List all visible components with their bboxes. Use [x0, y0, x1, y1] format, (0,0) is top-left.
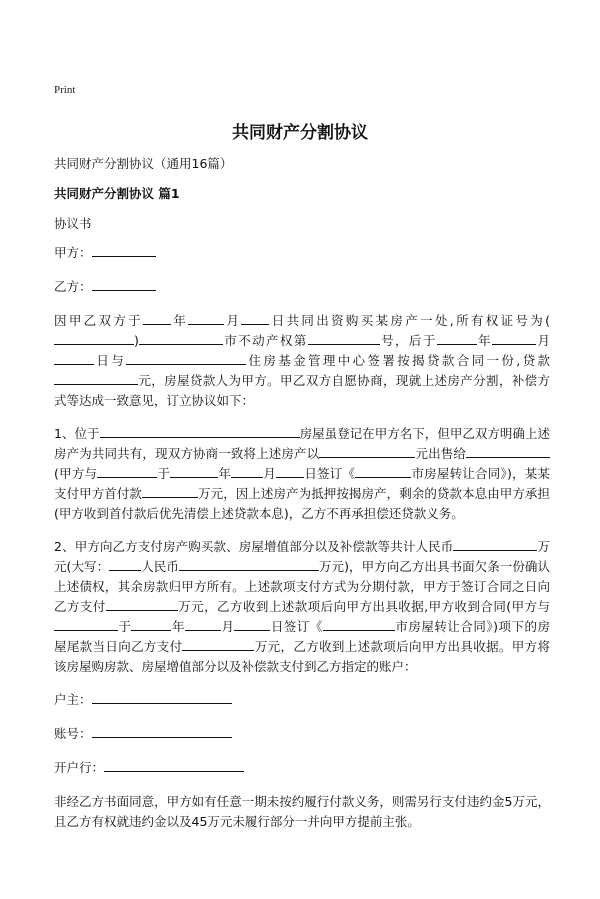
blank-line	[492, 331, 536, 345]
paragraph-sale	[54, 424, 550, 524]
text-segment: 万元，因上述房产为抵押按揭房产，剩余的贷款本息由甲方承担(甲方收到首付款后优先清偿上述贷款本息)，乙方不再承担偿还贷款义务。	[54, 486, 550, 521]
blank-line	[323, 617, 395, 631]
blank-line	[234, 617, 270, 631]
text-segment: 万元(大写：	[54, 539, 550, 574]
blank-line	[276, 464, 304, 478]
blank-line	[182, 637, 254, 651]
blank-line	[104, 758, 244, 772]
blank-line	[466, 444, 550, 458]
blank-line	[453, 537, 537, 551]
bank-field	[54, 758, 550, 778]
blank-line	[100, 424, 300, 438]
text-segment: 月	[263, 466, 277, 481]
text-segment: 日与	[94, 353, 127, 368]
blank-line	[106, 597, 178, 611]
text-segment: 月	[224, 313, 242, 328]
text-segment: 月	[220, 619, 235, 634]
text-segment: 市房屋转让合同》)项下的房屋尾款当日向乙方支付	[54, 619, 550, 654]
text-segment: 元，房屋贷款人为甲方。甲乙双方自愿协商，现就上述房产分割，补偿方式等达成一致意见，订立协议如下：	[54, 373, 550, 408]
print-label: Print	[54, 84, 76, 96]
blank-line	[109, 557, 141, 571]
blank-line	[142, 484, 198, 498]
blank-line	[308, 331, 380, 345]
blank-line	[126, 351, 246, 365]
blank-line	[188, 311, 224, 325]
blank-line	[319, 444, 415, 458]
blank-line	[54, 371, 138, 385]
section-title: 共同财产分割协议 篇1	[54, 186, 180, 201]
text-segment: (甲方与	[54, 466, 98, 481]
blank-line	[92, 243, 156, 257]
party-b-field	[54, 277, 550, 297]
text-segment: )	[134, 333, 139, 348]
document-body	[54, 154, 550, 845]
document-title: 共同财产分割协议	[232, 123, 368, 143]
text-segment: 于	[157, 466, 171, 481]
text-segment: 房屋虽登记在甲方名下，但甲乙双方明确上述房产为共同共有，现双方协商一致将上述房产以	[54, 426, 550, 461]
text-segment: 2、甲方向乙方支付房产购买款、房屋增值部分以及补偿款等共计人民币	[54, 539, 454, 554]
text-segment: 年	[476, 333, 493, 348]
paragraph-default: 非经乙方书面同意，甲方如有任意一期未按约履行付款义务，则需另行支付违约金5万元，且乙方有权就违约金以及45万元未履行部分一并向甲方提前主张。	[54, 794, 550, 829]
text-segment: 日签订《	[304, 466, 356, 481]
text-segment: 万元，乙方收到上述款项后向甲方出具收据。甲方将该房屋购房款、房屋增值部分以及补偿款支付到乙方指定的账户：	[54, 639, 550, 674]
party-a-label: 甲方：	[54, 245, 92, 260]
text-segment: 住房基金管理中心签署按揭贷款合同一份,贷款	[246, 353, 550, 368]
account-holder-label: 户主：	[54, 692, 92, 707]
text-segment: 年	[171, 619, 185, 634]
blank-line	[131, 617, 171, 631]
blank-line	[54, 351, 94, 365]
text-segment: 元出售给	[415, 446, 466, 461]
account-number-label: 账号：	[54, 726, 92, 741]
text-segment: 万元)，甲方向乙方出具书面欠条一份确认上述债权，其余房款归甲方所有。上述款项支付方式为分期付款，甲方于签订合同之日向乙方支付	[54, 559, 550, 614]
text-segment: 万元，乙方收到上述款项后向甲方出具收据,甲方收到合同(甲方与	[177, 599, 550, 614]
text-segment: 1、位于	[54, 426, 100, 441]
text-segment: 年	[218, 466, 232, 481]
party-a-field	[54, 243, 550, 263]
blank-line	[179, 557, 319, 571]
blank-line	[170, 464, 218, 478]
blank-line	[139, 331, 223, 345]
text-segment: 年	[171, 313, 189, 328]
blank-line	[54, 331, 134, 345]
blank-line	[54, 617, 118, 631]
blank-line	[92, 724, 232, 738]
text-segment: 于	[118, 619, 132, 634]
blank-line	[185, 617, 221, 631]
account-holder-field	[54, 690, 550, 710]
paragraph-purchase	[54, 311, 550, 411]
blank-line	[143, 311, 171, 325]
text-segment: 市不动产权第	[222, 333, 308, 348]
text-segment: 日共同出资购买某房产一处,所有权证号为(	[269, 313, 550, 328]
blank-line	[355, 464, 411, 478]
paragraph-payment	[54, 537, 550, 677]
agreement-heading: 协议书	[54, 216, 92, 231]
blank-line	[92, 277, 156, 291]
party-b-label: 乙方：	[54, 279, 92, 294]
document-subtitle: 共同财产分割协议（通用16篇）	[54, 156, 233, 171]
blank-line	[92, 690, 232, 704]
blank-line	[437, 331, 477, 345]
text-segment: 人民币	[141, 559, 179, 574]
text-segment: 因甲乙双方于	[54, 313, 144, 328]
blank-line	[97, 464, 157, 478]
account-number-field	[54, 724, 550, 744]
text-segment: 日签订《	[270, 619, 323, 634]
blank-line	[241, 311, 269, 325]
blank-line	[231, 464, 263, 478]
text-segment: 号，后于	[379, 333, 437, 348]
text-segment: 月	[536, 333, 550, 348]
bank-label: 开户行：	[54, 760, 105, 775]
text-segment: 市房屋转让合同》)，某某支付甲方首付款	[54, 466, 550, 501]
